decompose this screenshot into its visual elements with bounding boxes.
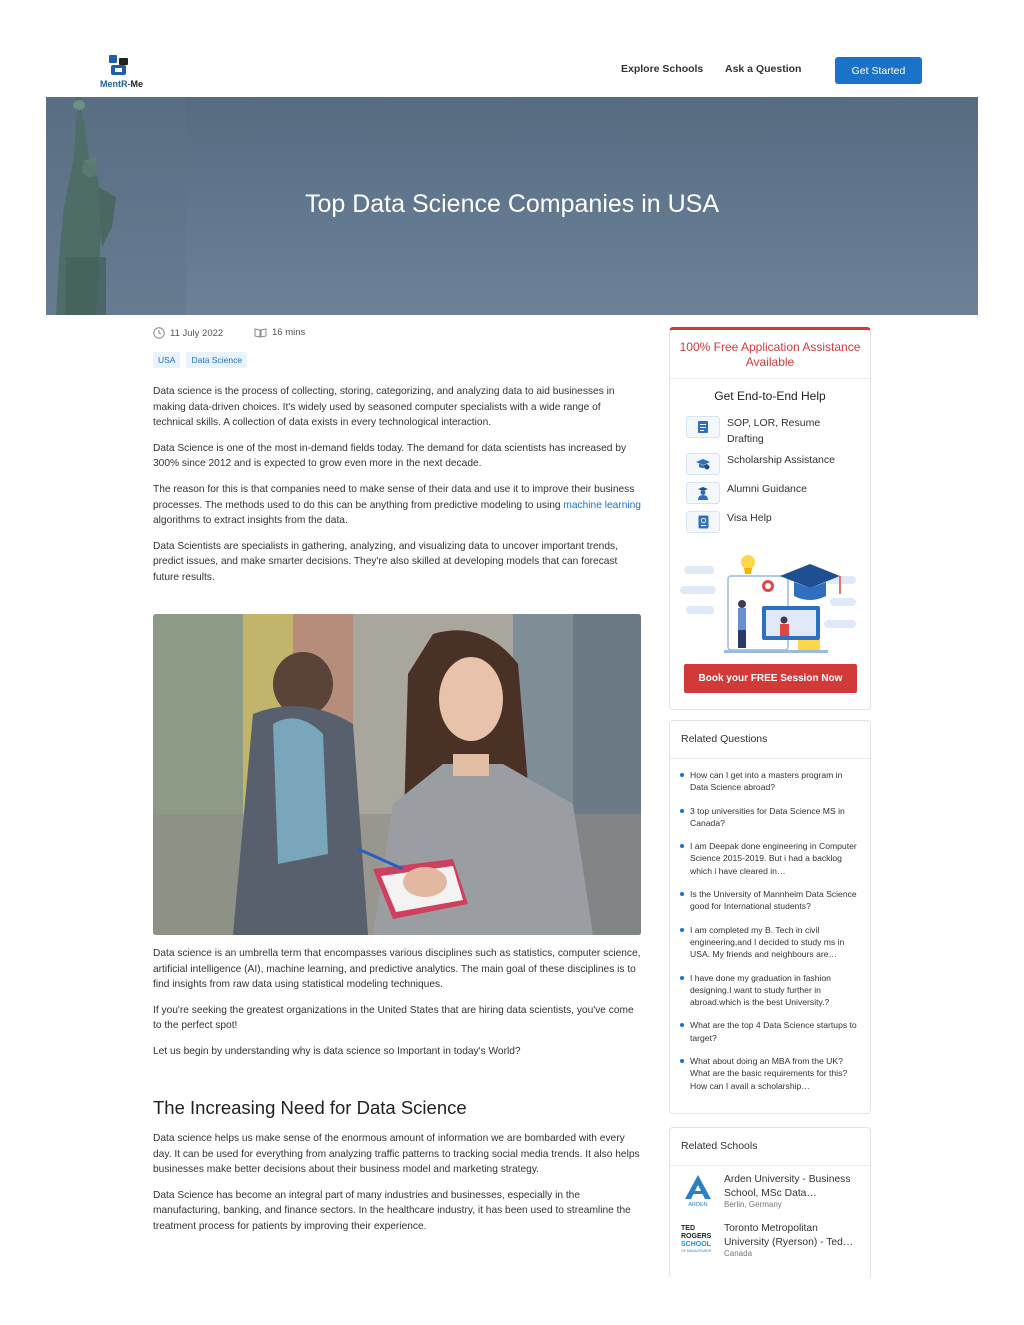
school-name[interactable]: Toronto Metropolitan University (Ryerson) - Ted… [724, 1223, 854, 1248]
graduation-cap-icon [686, 453, 720, 475]
article-tags [153, 352, 247, 368]
logo-mark-icon [108, 54, 130, 78]
article-paragraph: Data Science has become an integral part of many industries and businesses, especially in the manufacturing, banking, and finance sectors. In the healthcare industry, it has been used to streamline the treatment process for patients by improving their experience. [153, 1189, 631, 1232]
svg-text:ROGERS: ROGERS [681, 1233, 712, 1240]
page-title: Top Data Science Companies in USA [304, 190, 720, 218]
school-name[interactable]: Arden University - Business School, MSc Data… [724, 1174, 851, 1199]
study-abroad-illustration [680, 546, 860, 656]
tag-usa[interactable]: USA [153, 352, 180, 368]
help-item-sop: SOP, LOR, Resume Drafting [686, 416, 857, 447]
related-schools-title: Related Schools [681, 1140, 758, 1152]
list-item[interactable]: Is the University of Mannheim Data Science good for International students? [680, 888, 862, 913]
svg-text:ARDEN: ARDEN [688, 1202, 708, 1207]
book-icon [254, 327, 267, 338]
related-questions-card [669, 720, 871, 1114]
logo-text: MentR-Me [100, 79, 144, 89]
school-item-toronto-metropolitan[interactable] [680, 1222, 862, 1258]
related-schools-card [669, 1127, 871, 1279]
article-paragraph: Data science is the process of collecting, storing, categorizing, and analyzing data to aid businesses in making data-driven choices. It's widely used by seasoned computer specialists with a wide range of technical skills. A collection of data exists in every technological interaction. [153, 386, 615, 429]
svg-text:SCHOOL: SCHOOL [681, 1241, 711, 1248]
list-item[interactable]: 3 top universities for Data Science MS in Canada? [680, 805, 862, 830]
book-free-session-button[interactable]: Book your FREE Session Now [684, 664, 857, 693]
list-item[interactable]: I am Deepak done engineering in Computer Science 2015-2019. But i had a backlog which i have cleared in… [680, 840, 862, 877]
article-section [153, 1131, 641, 1235]
nav-ask-question[interactable]: Ask a Question [725, 63, 802, 75]
machine-learning-link[interactable]: machine learning [563, 499, 641, 511]
article-paragraph: Data science is an umbrella term that encompasses various disciplines such as statistics, computer science, artificial intelligence (AI), machine learning, and predictive analytics. The main goal of these disciplines is to find insights from raw data using statistical modeling techniques. [153, 948, 641, 991]
help-item-scholarship: Scholarship Assistance [686, 453, 857, 475]
school-location: Berlin, Germany [724, 1200, 782, 1209]
article-body [153, 946, 641, 1060]
tag-data-science[interactable]: Data Science [186, 352, 247, 368]
list-item[interactable]: How can I get into a masters program in Data Science abroad? [680, 769, 862, 794]
read-time: 16 mins [254, 327, 305, 338]
application-assistance-title: 100% Free Application Assistance Available [679, 340, 861, 369]
clock-icon [153, 327, 165, 339]
svg-text:OF MANAGEMENT: OF MANAGEMENT [681, 1249, 712, 1253]
help-title: Get End-to-End Help [714, 389, 826, 403]
get-started-button[interactable]: Get Started [835, 57, 922, 84]
hero-banner [46, 97, 978, 315]
article-paragraph: Let us begin by understanding why is data science so Important in today's World? [153, 1045, 521, 1057]
article-paragraph: If you're seeking the greatest organizations in the United States that are hiring data scientists, you've come to the perfect spot! [153, 1004, 634, 1032]
divider [670, 758, 870, 759]
arden-university-logo [680, 1173, 716, 1207]
nav-explore-schools[interactable]: Explore Schools [621, 63, 704, 75]
student-photo [153, 614, 641, 935]
help-item-visa: Visa Help [686, 511, 857, 533]
related-questions-title: Related Questions [681, 733, 768, 745]
list-item[interactable]: I have done my graduation in fashion designing.I want to study further in abroad.which is the best University.? [680, 972, 862, 1009]
divider [670, 378, 870, 379]
application-assistance-card [669, 327, 871, 710]
svg-text:TED: TED [681, 1225, 695, 1232]
ted-rogers-school-logo [680, 1222, 716, 1256]
school-location: Canada [724, 1249, 753, 1258]
help-item-alumni: Alumni Guidance [686, 482, 857, 504]
document-icon [686, 416, 720, 438]
school-item-arden[interactable] [680, 1173, 862, 1209]
section-heading: The Increasing Need for Data Science [153, 1097, 467, 1118]
divider [670, 1165, 870, 1166]
publish-date: 11 July 2022 [153, 327, 223, 339]
related-questions-list [680, 769, 862, 1092]
article-paragraph: The reason for this is that companies need to make sense of their data and use it to improve their business processes. The methods used to do this can be anything from predictive modeling to using machine learning algorithms to extract insights from the data. [153, 483, 641, 527]
article-paragraph: Data science helps us make sense of the enormous amount of information we are bombarded with every day. It can be used for everything from analyzing traffic patterns to tracking social media trends. It also helps businesses make better decisions about their business model and marketing strategy. [153, 1133, 640, 1176]
article-intro [153, 384, 641, 586]
list-item[interactable]: What about doing an MBA from the UK?What are the basic requirements for this?How can I avail a scholarship… [680, 1055, 862, 1092]
passport-icon [686, 511, 720, 533]
article-paragraph: Data Scientists are specialists in gathering, analyzing, and visualizing data to uncover important trends, predict issues, and make smarter decisions. They're also skilled at developing models that can forecast future results. [153, 540, 618, 583]
graduate-icon [686, 482, 720, 504]
article-paragraph: Data Science is one of the most in-demand fields today. The demand for data scientists has increased by 300% since 2012 and is expected to grow even more in the next decade. [153, 442, 627, 470]
site-header [0, 0, 1024, 97]
list-item[interactable]: What are the top 4 Data Science startups to target? [680, 1019, 862, 1044]
list-item[interactable]: I am completed my B. Tech in civil engineering,and I decided to study ms in USA. My friends and neighbours are… [680, 924, 862, 961]
mentr-me-logo[interactable] [100, 54, 156, 92]
